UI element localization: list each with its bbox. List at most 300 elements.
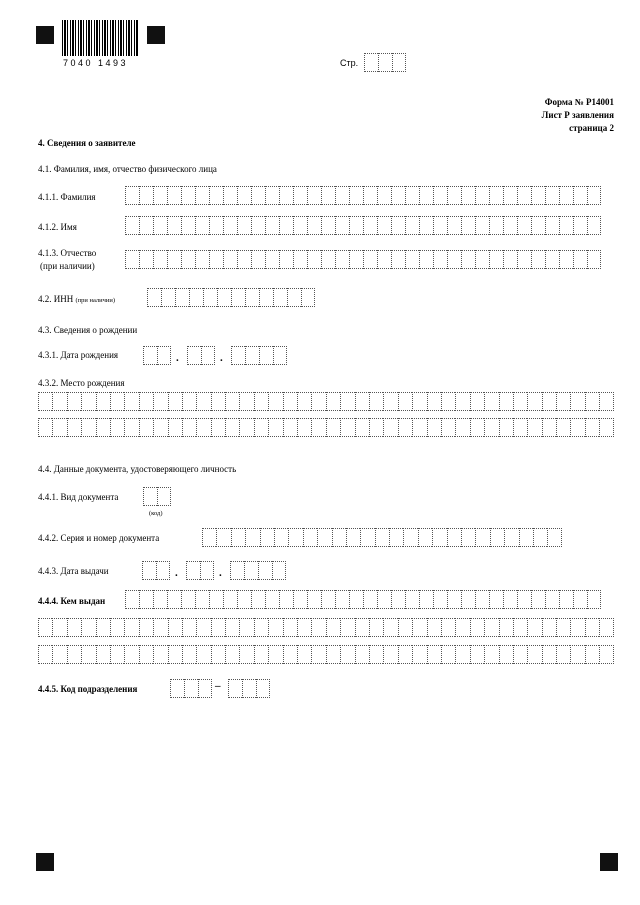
input-cell[interactable] — [307, 250, 321, 269]
input-cell[interactable] — [427, 618, 441, 637]
input-cell[interactable] — [475, 250, 489, 269]
input-cell[interactable] — [419, 250, 433, 269]
input-cell[interactable] — [223, 186, 237, 205]
input-cell[interactable] — [461, 186, 475, 205]
input-cell[interactable] — [545, 186, 559, 205]
input-cell[interactable] — [265, 250, 279, 269]
input-cell[interactable] — [412, 618, 426, 637]
input-cell[interactable] — [182, 392, 196, 411]
input-cell[interactable] — [383, 392, 397, 411]
input-cell[interactable] — [237, 590, 251, 609]
input-cell[interactable] — [377, 186, 391, 205]
input-cell[interactable] — [419, 216, 433, 235]
input-cell[interactable] — [527, 392, 541, 411]
input-cell[interactable] — [377, 250, 391, 269]
input-cell[interactable] — [335, 216, 349, 235]
input-cell[interactable] — [167, 590, 181, 609]
input-cell[interactable] — [251, 216, 265, 235]
input-cell[interactable] — [244, 561, 258, 580]
input-cell[interactable] — [599, 392, 613, 411]
input-cell[interactable] — [182, 618, 196, 637]
input-cell[interactable] — [279, 250, 293, 269]
input-cell[interactable] — [503, 250, 517, 269]
input-cell[interactable] — [52, 618, 66, 637]
input-cell[interactable] — [195, 186, 209, 205]
input-cell[interactable] — [273, 288, 287, 307]
input-cell[interactable] — [599, 645, 613, 664]
birth-month-field[interactable] — [187, 346, 215, 365]
input-cell[interactable] — [168, 645, 182, 664]
input-cell[interactable] — [573, 186, 587, 205]
input-cell[interactable] — [455, 645, 469, 664]
input-cell[interactable] — [513, 418, 527, 437]
birth-year-field[interactable] — [231, 346, 287, 365]
input-cell[interactable] — [124, 645, 138, 664]
input-cell[interactable] — [168, 618, 182, 637]
input-cell[interactable] — [293, 250, 307, 269]
input-cell[interactable] — [461, 250, 475, 269]
input-cell[interactable] — [455, 392, 469, 411]
input-cell[interactable] — [256, 679, 270, 698]
input-cell[interactable] — [355, 645, 369, 664]
input-cell[interactable] — [230, 561, 244, 580]
input-cell[interactable] — [272, 561, 286, 580]
input-cell[interactable] — [297, 618, 311, 637]
input-cell[interactable] — [254, 392, 268, 411]
input-cell[interactable] — [545, 250, 559, 269]
input-cell[interactable] — [297, 392, 311, 411]
input-cell[interactable] — [143, 487, 157, 506]
input-cell[interactable] — [139, 186, 153, 205]
input-cell[interactable] — [225, 618, 239, 637]
input-cell[interactable] — [398, 618, 412, 637]
input-cell[interactable] — [587, 186, 601, 205]
input-cell[interactable] — [570, 618, 584, 637]
input-cell[interactable] — [181, 216, 195, 235]
input-cell[interactable] — [186, 561, 200, 580]
input-cell[interactable] — [311, 645, 325, 664]
input-cell[interactable] — [251, 186, 265, 205]
input-cell[interactable] — [209, 216, 223, 235]
input-cell[interactable] — [599, 418, 613, 437]
input-cell[interactable] — [489, 250, 503, 269]
input-cell[interactable] — [139, 250, 153, 269]
input-cell[interactable] — [412, 645, 426, 664]
input-cell[interactable] — [321, 216, 335, 235]
input-cell[interactable] — [321, 590, 335, 609]
input-cell[interactable] — [335, 590, 349, 609]
input-cell[interactable] — [274, 528, 288, 547]
input-cell[interactable] — [461, 528, 475, 547]
input-cell[interactable] — [283, 618, 297, 637]
input-cell[interactable] — [369, 618, 383, 637]
input-cell[interactable] — [363, 216, 377, 235]
input-cell[interactable] — [513, 618, 527, 637]
input-cell[interactable] — [517, 590, 531, 609]
input-cell[interactable] — [340, 392, 354, 411]
input-cell[interactable] — [153, 645, 167, 664]
input-cell[interactable] — [517, 186, 531, 205]
input-cell[interactable] — [153, 618, 167, 637]
input-cell[interactable] — [211, 418, 225, 437]
input-cell[interactable] — [470, 418, 484, 437]
input-cell[interactable] — [573, 250, 587, 269]
input-cell[interactable] — [513, 645, 527, 664]
input-cell[interactable] — [499, 645, 513, 664]
input-cell[interactable] — [559, 250, 573, 269]
input-cell[interactable] — [139, 392, 153, 411]
input-cell[interactable] — [307, 186, 321, 205]
input-cell[interactable] — [195, 216, 209, 235]
input-cell[interactable] — [96, 418, 110, 437]
input-cell[interactable] — [391, 186, 405, 205]
input-cell[interactable] — [441, 418, 455, 437]
input-cell[interactable] — [254, 618, 268, 637]
input-cell[interactable] — [363, 590, 377, 609]
input-cell[interactable] — [223, 590, 237, 609]
input-cell[interactable] — [260, 528, 274, 547]
input-cell[interactable] — [321, 186, 335, 205]
input-cell[interactable] — [513, 392, 527, 411]
input-cell[interactable] — [587, 250, 601, 269]
input-cell[interactable] — [517, 216, 531, 235]
input-cell[interactable] — [161, 288, 175, 307]
inn-field[interactable] — [147, 288, 315, 307]
input-cell[interactable] — [203, 288, 217, 307]
input-cell[interactable] — [239, 418, 253, 437]
input-cell[interactable] — [403, 528, 417, 547]
input-cell[interactable] — [237, 186, 251, 205]
input-cell[interactable] — [484, 645, 498, 664]
page-number-field[interactable] — [364, 53, 406, 72]
input-cell[interactable] — [242, 679, 256, 698]
input-cell[interactable] — [542, 392, 556, 411]
input-cell[interactable] — [475, 590, 489, 609]
department-code-part-1-field[interactable] — [170, 679, 212, 698]
input-cell[interactable] — [545, 216, 559, 235]
input-cell[interactable] — [157, 487, 171, 506]
input-cell[interactable] — [369, 392, 383, 411]
input-cell[interactable] — [200, 561, 214, 580]
input-cell[interactable] — [531, 250, 545, 269]
input-cell[interactable] — [225, 418, 239, 437]
input-cell[interactable] — [405, 216, 419, 235]
input-cell[interactable] — [461, 590, 475, 609]
input-cell[interactable] — [475, 528, 489, 547]
input-cell[interactable] — [195, 250, 209, 269]
input-cell[interactable] — [142, 561, 156, 580]
input-cell[interactable] — [279, 186, 293, 205]
input-cell[interactable] — [202, 528, 216, 547]
input-cell[interactable] — [587, 590, 601, 609]
input-cell[interactable] — [447, 528, 461, 547]
input-cell[interactable] — [153, 418, 167, 437]
input-cell[interactable] — [375, 528, 389, 547]
input-cell[interactable] — [405, 186, 419, 205]
input-cell[interactable] — [556, 418, 570, 437]
birth-place-field-line-1[interactable] — [38, 392, 614, 411]
input-cell[interactable] — [531, 186, 545, 205]
input-cell[interactable] — [168, 392, 182, 411]
input-cell[interactable] — [287, 288, 301, 307]
input-cell[interactable] — [570, 645, 584, 664]
input-cell[interactable] — [349, 216, 363, 235]
input-cell[interactable] — [38, 418, 52, 437]
input-cell[interactable] — [265, 186, 279, 205]
input-cell[interactable] — [153, 392, 167, 411]
input-cell[interactable] — [196, 418, 210, 437]
input-cell[interactable] — [398, 392, 412, 411]
input-cell[interactable] — [239, 645, 253, 664]
input-cell[interactable] — [533, 528, 547, 547]
input-cell[interactable] — [585, 418, 599, 437]
input-cell[interactable] — [167, 186, 181, 205]
input-cell[interactable] — [175, 288, 189, 307]
input-cell[interactable] — [547, 528, 561, 547]
input-cell[interactable] — [499, 392, 513, 411]
input-cell[interactable] — [585, 392, 599, 411]
input-cell[interactable] — [110, 645, 124, 664]
input-cell[interactable] — [490, 528, 504, 547]
document-type-field[interactable] — [143, 487, 171, 506]
input-cell[interactable] — [447, 216, 461, 235]
input-cell[interactable] — [96, 645, 110, 664]
input-cell[interactable] — [405, 250, 419, 269]
input-cell[interactable] — [110, 418, 124, 437]
input-cell[interactable] — [447, 186, 461, 205]
input-cell[interactable] — [125, 590, 139, 609]
input-cell[interactable] — [147, 288, 161, 307]
input-cell[interactable] — [153, 216, 167, 235]
input-cell[interactable] — [198, 679, 212, 698]
input-cell[interactable] — [599, 618, 613, 637]
input-cell[interactable] — [489, 216, 503, 235]
input-cell[interactable] — [237, 250, 251, 269]
input-cell[interactable] — [391, 250, 405, 269]
input-cell[interactable] — [124, 392, 138, 411]
input-cell[interactable] — [189, 288, 203, 307]
input-cell[interactable] — [519, 528, 533, 547]
input-cell[interactable] — [181, 186, 195, 205]
input-cell[interactable] — [412, 418, 426, 437]
input-cell[interactable] — [273, 346, 287, 365]
input-cell[interactable] — [311, 392, 325, 411]
input-cell[interactable] — [499, 418, 513, 437]
input-cell[interactable] — [251, 590, 265, 609]
input-cell[interactable] — [283, 418, 297, 437]
input-cell[interactable] — [531, 590, 545, 609]
input-cell[interactable] — [124, 618, 138, 637]
input-cell[interactable] — [447, 590, 461, 609]
input-cell[interactable] — [168, 418, 182, 437]
input-cell[interactable] — [259, 288, 273, 307]
input-cell[interactable] — [209, 186, 223, 205]
input-cell[interactable] — [254, 645, 268, 664]
input-cell[interactable] — [139, 618, 153, 637]
input-cell[interactable] — [335, 186, 349, 205]
input-cell[interactable] — [301, 288, 315, 307]
input-cell[interactable] — [279, 590, 293, 609]
input-cell[interactable] — [52, 392, 66, 411]
input-cell[interactable] — [369, 645, 383, 664]
input-cell[interactable] — [470, 618, 484, 637]
input-cell[interactable] — [389, 528, 403, 547]
input-cell[interactable] — [542, 618, 556, 637]
input-cell[interactable] — [293, 186, 307, 205]
input-cell[interactable] — [184, 679, 198, 698]
input-cell[interactable] — [239, 618, 253, 637]
issued-by-field-line-3[interactable] — [38, 645, 614, 664]
input-cell[interactable] — [556, 645, 570, 664]
input-cell[interactable] — [503, 216, 517, 235]
input-cell[interactable] — [489, 590, 503, 609]
input-cell[interactable] — [231, 288, 245, 307]
input-cell[interactable] — [125, 216, 139, 235]
input-cell[interactable] — [239, 392, 253, 411]
input-cell[interactable] — [398, 645, 412, 664]
issue-day-field[interactable] — [142, 561, 170, 580]
input-cell[interactable] — [124, 418, 138, 437]
input-cell[interactable] — [335, 250, 349, 269]
input-cell[interactable] — [157, 346, 171, 365]
input-cell[interactable] — [167, 250, 181, 269]
issued-by-field-line-2[interactable] — [38, 618, 614, 637]
input-cell[interactable] — [288, 528, 302, 547]
input-cell[interactable] — [570, 418, 584, 437]
input-cell[interactable] — [196, 618, 210, 637]
input-cell[interactable] — [187, 346, 201, 365]
input-cell[interactable] — [307, 216, 321, 235]
input-cell[interactable] — [326, 418, 340, 437]
input-cell[interactable] — [259, 346, 273, 365]
input-cell[interactable] — [383, 645, 397, 664]
input-cell[interactable] — [587, 216, 601, 235]
input-cell[interactable] — [504, 528, 518, 547]
input-cell[interactable] — [340, 418, 354, 437]
issue-year-field[interactable] — [230, 561, 286, 580]
input-cell[interactable] — [585, 618, 599, 637]
input-cell[interactable] — [170, 679, 184, 698]
input-cell[interactable] — [211, 392, 225, 411]
input-cell[interactable] — [268, 645, 282, 664]
department-code-part-2-field[interactable] — [228, 679, 270, 698]
input-cell[interactable] — [377, 590, 391, 609]
input-cell[interactable] — [67, 392, 81, 411]
input-cell[interactable] — [570, 392, 584, 411]
input-cell[interactable] — [110, 392, 124, 411]
input-cell[interactable] — [139, 418, 153, 437]
input-cell[interactable] — [38, 645, 52, 664]
input-cell[interactable] — [225, 645, 239, 664]
input-cell[interactable] — [405, 590, 419, 609]
input-cell[interactable] — [340, 618, 354, 637]
input-cell[interactable] — [441, 645, 455, 664]
input-cell[interactable] — [251, 250, 265, 269]
input-cell[interactable] — [196, 392, 210, 411]
input-cell[interactable] — [307, 590, 321, 609]
input-cell[interactable] — [209, 590, 223, 609]
input-cell[interactable] — [110, 618, 124, 637]
input-cell[interactable] — [559, 186, 573, 205]
birth-day-field[interactable] — [143, 346, 171, 365]
input-cell[interactable] — [475, 216, 489, 235]
input-cell[interactable] — [182, 645, 196, 664]
input-cell[interactable] — [573, 590, 587, 609]
input-cell[interactable] — [293, 590, 307, 609]
input-cell[interactable] — [326, 618, 340, 637]
input-cell[interactable] — [503, 186, 517, 205]
input-cell[interactable] — [484, 392, 498, 411]
input-cell[interactable] — [156, 561, 170, 580]
input-cell[interactable] — [231, 528, 245, 547]
input-cell[interactable] — [470, 645, 484, 664]
input-cell[interactable] — [475, 186, 489, 205]
input-cell[interactable] — [542, 645, 556, 664]
input-cell[interactable] — [67, 645, 81, 664]
input-cell[interactable] — [81, 645, 95, 664]
issued-by-field-line-1[interactable] — [125, 590, 601, 609]
input-cell[interactable] — [182, 418, 196, 437]
input-cell[interactable] — [461, 216, 475, 235]
input-cell[interactable] — [441, 392, 455, 411]
input-cell[interactable] — [484, 618, 498, 637]
input-cell[interactable] — [211, 645, 225, 664]
input-cell[interactable] — [391, 590, 405, 609]
input-cell[interactable] — [211, 618, 225, 637]
input-cell[interactable] — [433, 250, 447, 269]
input-cell[interactable] — [503, 590, 517, 609]
input-cell[interactable] — [398, 418, 412, 437]
input-cell[interactable] — [527, 418, 541, 437]
input-cell[interactable] — [268, 418, 282, 437]
input-cell[interactable] — [67, 418, 81, 437]
input-cell[interactable] — [268, 618, 282, 637]
input-cell[interactable] — [470, 392, 484, 411]
input-cell[interactable] — [349, 186, 363, 205]
input-cell[interactable] — [559, 590, 573, 609]
input-cell[interactable] — [209, 250, 223, 269]
input-cell[interactable] — [363, 250, 377, 269]
input-cell[interactable] — [67, 618, 81, 637]
input-cell[interactable] — [455, 418, 469, 437]
input-cell[interactable] — [81, 618, 95, 637]
input-cell[interactable] — [245, 528, 259, 547]
input-cell[interactable] — [125, 186, 139, 205]
input-cell[interactable] — [293, 216, 307, 235]
input-cell[interactable] — [317, 528, 331, 547]
input-cell[interactable] — [153, 590, 167, 609]
input-cell[interactable] — [181, 590, 195, 609]
name-field[interactable] — [125, 216, 601, 235]
input-cell[interactable] — [237, 216, 251, 235]
input-cell[interactable] — [542, 418, 556, 437]
input-cell[interactable] — [433, 216, 447, 235]
input-cell[interactable] — [412, 392, 426, 411]
input-cell[interactable] — [432, 528, 446, 547]
input-cell[interactable] — [225, 392, 239, 411]
input-cell[interactable] — [181, 250, 195, 269]
issue-month-field[interactable] — [186, 561, 214, 580]
input-cell[interactable] — [391, 216, 405, 235]
input-cell[interactable] — [201, 346, 215, 365]
input-cell[interactable] — [489, 186, 503, 205]
input-cell[interactable] — [360, 528, 374, 547]
input-cell[interactable] — [216, 528, 230, 547]
input-cell[interactable] — [268, 392, 282, 411]
input-cell[interactable] — [355, 418, 369, 437]
input-cell[interactable] — [332, 528, 346, 547]
input-cell[interactable] — [311, 618, 325, 637]
